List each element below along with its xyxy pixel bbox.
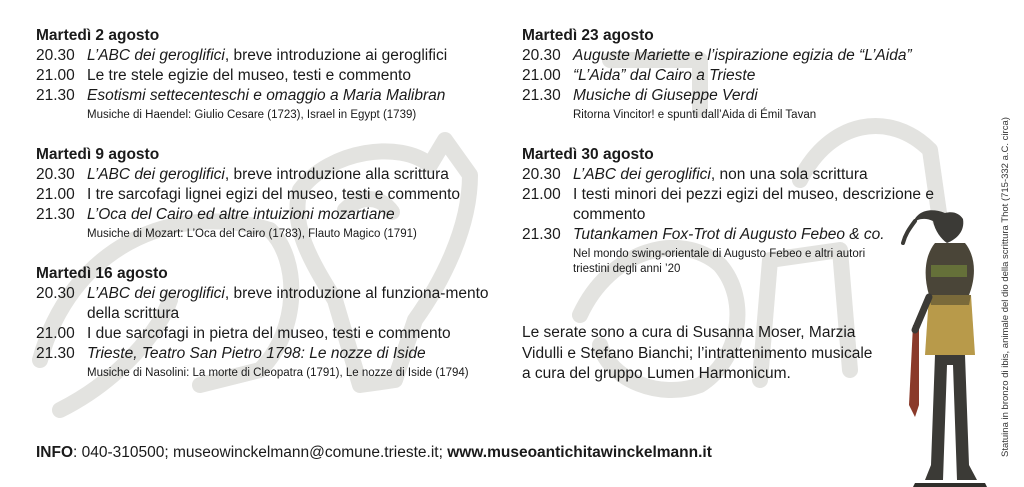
event-text: , breve introduzione alla scrittura <box>224 166 449 183</box>
event <box>522 86 962 106</box>
statue-caption: Statuina in bronzo di ibis, animale del dio della scrittura Thot (715-332 a.C. circa) <box>1000 117 1011 457</box>
event-time: 20.30 <box>36 47 75 64</box>
event <box>36 185 506 205</box>
event-text: , breve introduzione ai geroglifici <box>224 47 448 64</box>
program-day <box>36 264 506 381</box>
event-time: 21.30 <box>36 345 75 362</box>
event-title: L’ABC dei geroglifici <box>573 166 711 183</box>
program-day <box>522 26 962 123</box>
event <box>522 165 962 185</box>
event-title: Auguste Mariette e l’ispirazione egizia de “L’Aida” <box>573 47 912 64</box>
event-time: 21.30 <box>36 87 75 104</box>
event <box>36 165 506 185</box>
day-title: Martedì 23 agosto <box>522 27 654 44</box>
day-title: Martedì 2 agosto <box>36 27 160 44</box>
event <box>36 205 506 225</box>
event <box>36 86 506 106</box>
credits: Le serate sono a cura di Susanna Moser, Marzia Vidulli e Stefano Bianchi; l’intrattenimento musicale a cura del gruppo Lumen Harmonicum. <box>522 324 873 382</box>
event <box>522 46 962 66</box>
event-text: I testi minori dei pezzi egizi del museo, descrizione e commento <box>573 186 934 223</box>
event-time: 21.00 <box>522 186 561 203</box>
event <box>36 46 506 66</box>
event-text: , non una sola scrittura <box>710 166 868 183</box>
event-time: 21.00 <box>522 67 561 84</box>
music-note: Musiche di Haendel: Giulio Cesare (1723), Israel in Egypt (1739) <box>87 109 417 121</box>
event-text: I tre sarcofagi lignei egizi del museo, testi e commento <box>87 186 461 203</box>
event-text: Le tre stele egizie del museo, testi e commento <box>87 67 411 84</box>
thoth-ibis-figurine-icon <box>895 205 1000 487</box>
event-title: Tutankamen Fox-Trot di Augusto Febeo & co. <box>573 226 885 243</box>
event-title: L’ABC dei geroglifici <box>87 285 225 302</box>
event <box>36 66 506 86</box>
event-title: L’ABC dei geroglifici <box>87 47 225 64</box>
event-title: “L’Aida” dal Cairo a Trieste <box>573 67 756 84</box>
music-note: Nel mondo swing-orientale di Augusto Febeo e altri autori triestini degli anni ’20 <box>573 248 866 275</box>
event-title: Musiche di Giuseppe Verdi <box>573 87 758 104</box>
website-link[interactable]: www.museoantichitawinckelmann.it <box>447 444 712 461</box>
event-title: Esotismi settecenteschi e omaggio a Maria Malibran <box>87 87 446 104</box>
event-time: 20.30 <box>522 47 561 64</box>
event-time: 21.00 <box>36 325 75 342</box>
event-time: 21.00 <box>36 186 75 203</box>
music-note: Musiche di Nasolini: La morte di Cleopatra (1791), Le nozze di Iside (1794) <box>87 367 469 379</box>
event-text: I due sarcofagi in pietra del museo, testi e commento <box>87 325 451 342</box>
event-time: 20.30 <box>522 166 561 183</box>
event-time: 21.30 <box>522 87 561 104</box>
program-day <box>36 26 506 123</box>
music-note: Musiche di Mozart: L’Oca del Cairo (1783), Flauto Magico (1791) <box>87 228 417 240</box>
event-title: Trieste, Teatro San Pietro 1798: Le nozze di Iside <box>87 345 426 362</box>
event <box>36 324 506 344</box>
event-time: 21.00 <box>36 67 75 84</box>
music-note: Ritorna Vincitor! e spunti dall’Aida di Émil Tavan <box>573 109 817 121</box>
info-label: INFO <box>36 444 74 461</box>
day-title: Martedì 16 agosto <box>36 265 168 282</box>
program-day <box>36 145 506 242</box>
event-time: 21.30 <box>522 226 561 243</box>
event-time: 21.30 <box>36 206 75 223</box>
event-title: L’Oca del Cairo ed altre intuizioni mozartiane <box>87 206 395 223</box>
event-text: , breve introduzione al funziona-mento della scrittura <box>87 285 489 322</box>
event <box>36 344 506 364</box>
event <box>522 66 962 86</box>
program-left-column <box>36 26 506 403</box>
info-contacts[interactable]: : 040-310500; museowinckelmann@comune.trieste.it; <box>73 444 448 461</box>
day-title: Martedì 9 agosto <box>36 146 160 163</box>
event-time: 20.30 <box>36 285 75 302</box>
day-title: Martedì 30 agosto <box>522 146 654 163</box>
event-time: 20.30 <box>36 166 75 183</box>
info-line <box>36 443 712 463</box>
event <box>36 284 506 324</box>
event-title: L’ABC dei geroglifici <box>87 166 225 183</box>
